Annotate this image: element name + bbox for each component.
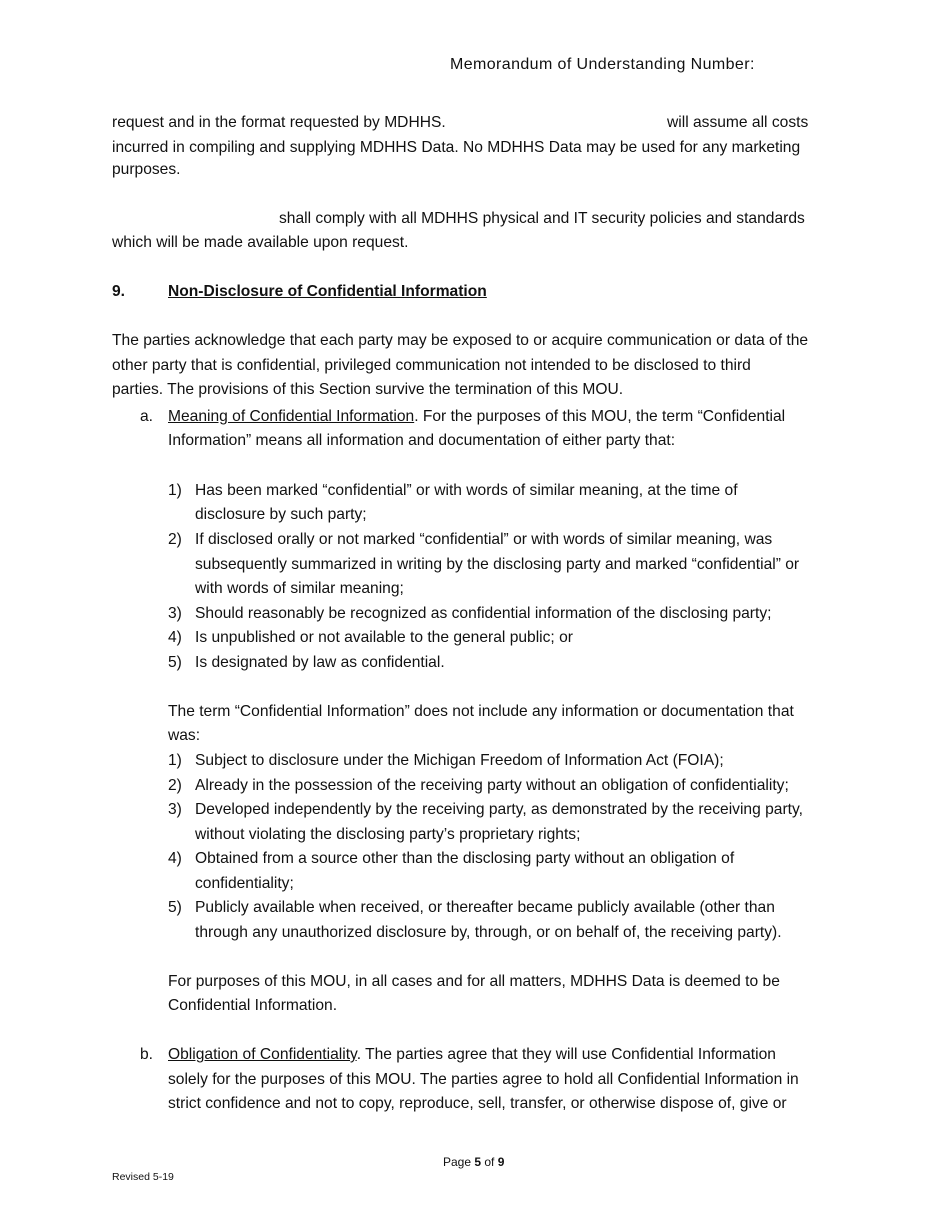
include-1-line2: disclosure by such party; bbox=[195, 506, 367, 523]
page-number bbox=[443, 1155, 504, 1169]
exclude-2-line1: Already in the possession of the receiving party without an obligation of confidentiality; bbox=[195, 777, 789, 794]
item-b-letter: b. bbox=[140, 1046, 154, 1063]
exclude-4-num: 4) bbox=[168, 850, 182, 867]
item-a-closing-line1: For purposes of this MOU, in all cases and for all matters, MDHHS Data is deemed to be bbox=[168, 973, 780, 990]
exclude-3-line1: Developed independently by the receiving party, as demonstrated by the receiving party, bbox=[195, 801, 803, 818]
item-a-closing-line2: Confidential Information. bbox=[168, 997, 338, 1014]
intro-p1-line3: purposes. bbox=[112, 161, 181, 178]
exclusions-intro-line2: was: bbox=[168, 727, 201, 744]
include-3-line1: Should reasonably be recognized as confidential information of the disclosing party; bbox=[195, 605, 772, 622]
exclude-4-line2: confidentiality; bbox=[195, 875, 294, 892]
item-b-heading: Obligation of Confidentiality bbox=[168, 1046, 357, 1063]
mou-number-label: Memorandum of Understanding Number: bbox=[450, 56, 755, 73]
revised-label: Revised 5-19 bbox=[112, 1171, 174, 1183]
exclude-5-num: 5) bbox=[168, 899, 182, 916]
include-5-line1: Is designated by law as confidential. bbox=[195, 654, 445, 671]
page-of: of bbox=[481, 1155, 498, 1169]
include-4-num: 4) bbox=[168, 629, 182, 646]
item-b-line1 bbox=[168, 1046, 776, 1064]
item-b-line1-rest: . The parties agree that they will use Confidential Information bbox=[356, 1046, 776, 1063]
exclusions-intro-line1: The term “Confidential Information” does not include any information or documentation that bbox=[168, 703, 794, 720]
include-2-line2: subsequently summarized in writing by the disclosing party and marked “confidential” or bbox=[195, 556, 800, 573]
exclude-5-line2: through any unauthorized disclosure by, through, or on behalf of, the receiving party). bbox=[195, 924, 782, 941]
item-a-letter: a. bbox=[140, 408, 154, 425]
page-prefix: Page bbox=[443, 1155, 475, 1169]
exclude-1-line1: Subject to disclosure under the Michigan Freedom of Information Act (FOIA); bbox=[195, 752, 724, 769]
exclude-1-num: 1) bbox=[168, 752, 182, 769]
item-a-line1 bbox=[168, 408, 785, 426]
item-a-heading: Meaning of Confidential Information bbox=[168, 408, 415, 425]
exclude-3-line2: without violating the disclosing party’s proprietary rights; bbox=[195, 826, 581, 843]
item-b-line2: solely for the purposes of this MOU. The parties agree to hold all Confidential Information in bbox=[168, 1071, 799, 1088]
item-a-line1-rest: . For the purposes of this MOU, the term “Confidential bbox=[414, 408, 786, 425]
include-2-num: 2) bbox=[168, 531, 182, 548]
page-total: 9 bbox=[497, 1155, 505, 1169]
exclude-4-line1: Obtained from a source other than the disclosing party without an obligation of bbox=[195, 850, 735, 867]
intro-p1-line1-right: will assume all costs bbox=[667, 114, 809, 131]
exclude-3-num: 3) bbox=[168, 801, 182, 818]
include-2-line3: with words of similar meaning; bbox=[195, 580, 404, 597]
include-2-line1: If disclosed orally or not marked “confidential” or with words of similar meaning, was bbox=[195, 531, 773, 548]
include-3-num: 3) bbox=[168, 605, 182, 622]
section-intro-line1: The parties acknowledge that each party may be exposed to or acquire communication or data of the bbox=[112, 332, 809, 349]
intro-p1-line2: incurred in compiling and supplying MDHHS Data. No MDHHS Data may be used for any marketing bbox=[112, 139, 801, 156]
item-a-line2: Information” means all information and documentation of either party that: bbox=[168, 432, 676, 449]
exclude-2-num: 2) bbox=[168, 777, 182, 794]
section-title: Non-Disclosure of Confidential Information bbox=[168, 283, 487, 300]
include-4-line1: Is unpublished or not available to the general public; or bbox=[195, 629, 573, 646]
item-b-line3: strict confidence and not to copy, reproduce, sell, transfer, or otherwise dispose of, give or bbox=[168, 1095, 787, 1112]
intro-p2-line2: which will be made available upon request. bbox=[112, 234, 409, 251]
intro-p1-line1-left: request and in the format requested by MDHHS. bbox=[112, 114, 446, 131]
page-current: 5 bbox=[474, 1155, 482, 1169]
section-intro-line2: other party that is confidential, privileged communication not intended to be disclosed to third bbox=[112, 357, 751, 374]
section-number: 9. bbox=[112, 283, 126, 300]
intro-p2-line1: shall comply with all MDHHS physical and IT security policies and standards bbox=[279, 210, 805, 227]
include-1-num: 1) bbox=[168, 482, 182, 499]
include-5-num: 5) bbox=[168, 654, 182, 671]
exclude-5-line1: Publicly available when received, or thereafter became publicly available (other than bbox=[195, 899, 775, 916]
section-intro-line3: parties. The provisions of this Section survive the termination of this MOU. bbox=[112, 381, 624, 398]
include-1-line1: Has been marked “confidential” or with words of similar meaning, at the time of bbox=[195, 482, 738, 499]
